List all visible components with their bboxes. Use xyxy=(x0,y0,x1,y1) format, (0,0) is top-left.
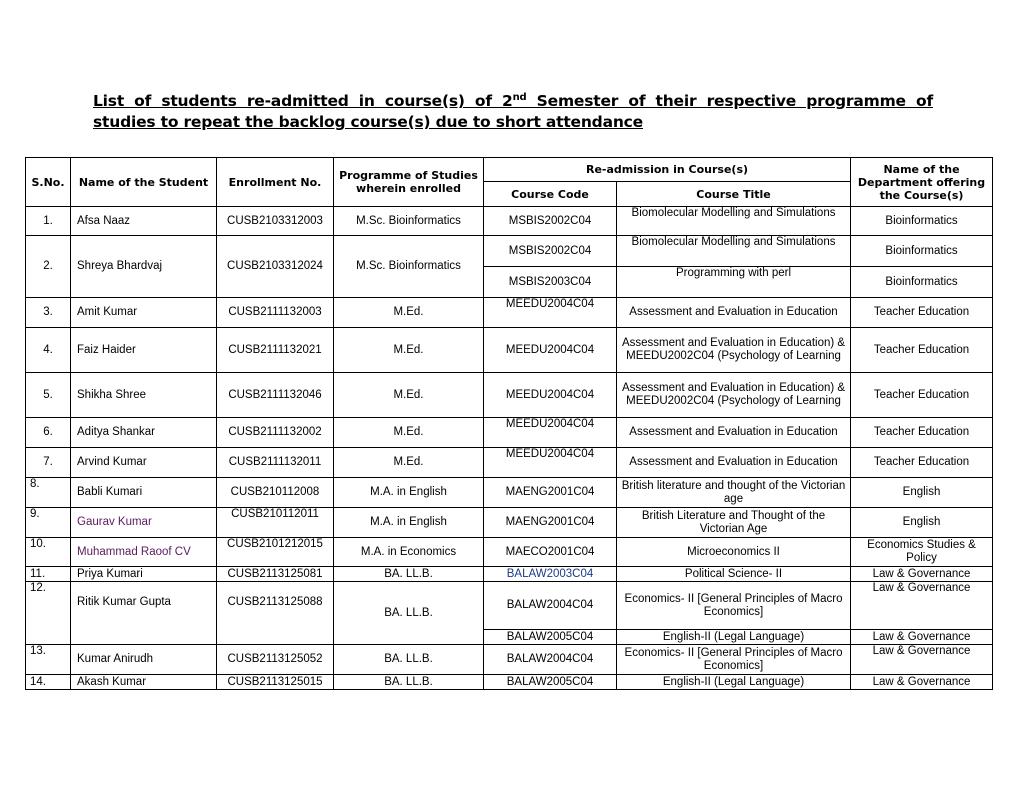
cell-enrollment: CUSB2111132021 xyxy=(217,328,334,373)
table-row xyxy=(26,418,993,448)
cell-programme: BA. LL.B. xyxy=(334,567,484,582)
cell-course-code: MEEDU2004C04 xyxy=(484,298,617,328)
cell-sno: 4. xyxy=(26,328,71,373)
cell-course-code: BALAW2004C04 xyxy=(484,582,617,630)
cell-name: Gaurav Kumar xyxy=(71,508,217,538)
cell-enrollment: CUSB210112008 xyxy=(217,478,334,508)
cell-enrollment: CUSB2113125015 xyxy=(217,675,334,690)
cell-course-title: Assessment and Evaluation in Education) & MEEDU2002C04 (Psychology of Learning xyxy=(617,328,851,373)
cell-name: Shreya Bhardvaj xyxy=(71,236,217,298)
table-row xyxy=(26,207,993,236)
cell-enrollment: CUSB2111132046 xyxy=(217,373,334,418)
title-prefix: List of students re-admitted in course(s) of 2 xyxy=(93,92,513,110)
cell-sno: 9. xyxy=(26,508,71,538)
cell-course-title: English-II (Legal Language) xyxy=(617,675,851,690)
cell-sno: 6. xyxy=(26,418,71,448)
table-row xyxy=(26,567,993,582)
cell-course-title: British Literature and Thought of the Victorian Age xyxy=(617,508,851,538)
cell-programme: BA. LL.B. xyxy=(334,582,484,645)
cell-name: Amit Kumar xyxy=(71,298,217,328)
readmission-table xyxy=(25,157,993,690)
cell-enrollment: CUSB2111132003 xyxy=(217,298,334,328)
table-row xyxy=(26,675,993,690)
header-enrollment: Enrollment No. xyxy=(217,158,334,207)
cell-name: Akash Kumar xyxy=(71,675,217,690)
cell-enrollment: CUSB2101212015 xyxy=(217,538,334,567)
header-course-title: Course Title xyxy=(617,182,851,207)
cell-programme: BA. LL.B. xyxy=(334,645,484,675)
cell-course-title: Assessment and Evaluation in Education xyxy=(617,448,851,478)
cell-sno: 13. xyxy=(26,645,71,675)
cell-enrollment: CUSB2113125052 xyxy=(217,645,334,675)
cell-department: Teacher Education xyxy=(851,328,993,373)
table-row xyxy=(26,236,993,267)
cell-course-code: MSBIS2002C04 xyxy=(484,207,617,236)
cell-programme: M.Ed. xyxy=(334,448,484,478)
cell-name: Faiz Haider xyxy=(71,328,217,373)
cell-enrollment: CUSB2103312003 xyxy=(217,207,334,236)
cell-sno: 11. xyxy=(26,567,71,582)
header-department: Name of the Department offering the Course(s) xyxy=(851,158,993,207)
cell-department: Law & Governance xyxy=(851,630,993,645)
cell-programme: M.A. in English xyxy=(334,508,484,538)
cell-department: Teacher Education xyxy=(851,418,993,448)
header-readmission: Re-admission in Course(s) xyxy=(484,158,851,182)
title-suffix: Semester of their respective programme of studies to repeat the backlog course(s) due to short attendance xyxy=(93,92,933,131)
cell-course-code: MSBIS2003C04 xyxy=(484,267,617,298)
header-course-code: Course Code xyxy=(484,182,617,207)
cell-course-code: MEEDU2004C04 xyxy=(484,418,617,448)
cell-department: Teacher Education xyxy=(851,448,993,478)
cell-programme: M.Sc. Bioinformatics xyxy=(334,236,484,298)
cell-enrollment: CUSB2103312024 xyxy=(217,236,334,298)
table-row xyxy=(26,582,993,630)
cell-department: Bioinformatics xyxy=(851,236,993,267)
cell-course-code: MEEDU2004C04 xyxy=(484,448,617,478)
cell-name: Aditya Shankar xyxy=(71,418,217,448)
cell-name: Ritik Kumar Gupta xyxy=(71,582,217,645)
cell-course-code: MEEDU2004C04 xyxy=(484,373,617,418)
cell-course-code: MEEDU2004C04 xyxy=(484,328,617,373)
table-row xyxy=(26,328,993,373)
header-sno: S.No. xyxy=(26,158,71,207)
cell-course-code: MAENG2001C04 xyxy=(484,508,617,538)
cell-name: Babli Kumari xyxy=(71,478,217,508)
cell-sno: 14. xyxy=(26,675,71,690)
cell-enrollment: CUSB2111132002 xyxy=(217,418,334,448)
title-superscript: nd xyxy=(512,92,527,103)
cell-department: Teacher Education xyxy=(851,373,993,418)
cell-sno: 10. xyxy=(26,538,71,567)
cell-programme: M.Sc. Bioinformatics xyxy=(334,207,484,236)
cell-course-title: Microeconomics II xyxy=(617,538,851,567)
table-row xyxy=(26,373,993,418)
cell-course-title: Economics- II [General Principles of Macro Economics] xyxy=(617,645,851,675)
cell-name: Arvind Kumar xyxy=(71,448,217,478)
cell-programme: M.Ed. xyxy=(334,418,484,448)
cell-name: Kumar Anirudh xyxy=(71,645,217,675)
cell-department: Bioinformatics xyxy=(851,267,993,298)
cell-enrollment: CUSB2113125088 xyxy=(217,582,334,645)
table-row xyxy=(26,478,993,508)
cell-sno: 12. xyxy=(26,582,71,645)
cell-name: Priya Kumari xyxy=(71,567,217,582)
cell-course-code: BALAW2004C04 xyxy=(484,645,617,675)
cell-course-title: Political Science- II xyxy=(617,567,851,582)
cell-sno: 3. xyxy=(26,298,71,328)
cell-sno: 5. xyxy=(26,373,71,418)
cell-department: Law & Governance xyxy=(851,567,993,582)
cell-sno: 2. xyxy=(26,236,71,298)
cell-department: English xyxy=(851,478,993,508)
cell-sno: 1. xyxy=(26,207,71,236)
cell-enrollment: CUSB2113125081 xyxy=(217,567,334,582)
cell-name: Muhammad Raoof CV xyxy=(71,538,217,567)
cell-course-code: MAENG2001C04 xyxy=(484,478,617,508)
table-row xyxy=(26,298,993,328)
cell-department: Economics Studies & Policy xyxy=(851,538,993,567)
cell-department: Bioinformatics xyxy=(851,207,993,236)
cell-course-title: Biomolecular Modelling and Simulations xyxy=(617,236,851,267)
cell-department: Law & Governance xyxy=(851,675,993,690)
table-row xyxy=(26,448,993,478)
cell-course-code: BALAW2005C04 xyxy=(484,675,617,690)
cell-programme: M.Ed. xyxy=(334,373,484,418)
cell-programme: M.A. in English xyxy=(334,478,484,508)
cell-programme: BA. LL.B. xyxy=(334,675,484,690)
table-row xyxy=(26,538,993,567)
cell-sno: 7. xyxy=(26,448,71,478)
header-name: Name of the Student xyxy=(71,158,217,207)
cell-programme: M.A. in Economics xyxy=(334,538,484,567)
cell-department: Law & Governance xyxy=(851,645,993,675)
table-row xyxy=(26,645,993,675)
cell-department: Teacher Education xyxy=(851,298,993,328)
cell-course-title: Assessment and Evaluation in Education xyxy=(617,418,851,448)
header-programme: Programme of Studies wherein enrolled xyxy=(334,158,484,207)
cell-department: Law & Governance xyxy=(851,582,993,630)
cell-name: Afsa Naaz xyxy=(71,207,217,236)
cell-course-code: BALAW2005C04 xyxy=(484,630,617,645)
cell-course-code: MAECO2001C04 xyxy=(484,538,617,567)
document-title xyxy=(93,91,933,133)
cell-course-code: MSBIS2002C04 xyxy=(484,236,617,267)
cell-programme: M.Ed. xyxy=(334,328,484,373)
cell-department: English xyxy=(851,508,993,538)
cell-enrollment: CUSB2111132011 xyxy=(217,448,334,478)
cell-name: Shikha Shree xyxy=(71,373,217,418)
cell-course-code: BALAW2003C04 xyxy=(484,567,617,582)
cell-course-title: British literature and thought of the Victorian age xyxy=(617,478,851,508)
table-row xyxy=(26,508,993,538)
cell-course-title: Programming with perl xyxy=(617,267,851,298)
cell-sno: 8. xyxy=(26,478,71,508)
cell-course-title: Economics- II [General Principles of Macro Economics] xyxy=(617,582,851,630)
cell-course-title: Assessment and Evaluation in Education) & MEEDU2002C04 (Psychology of Learning xyxy=(617,373,851,418)
cell-course-title: English-II (Legal Language) xyxy=(617,630,851,645)
cell-course-title: Assessment and Evaluation in Education xyxy=(617,298,851,328)
cell-enrollment: CUSB210112011 xyxy=(217,508,334,538)
cell-course-title: Biomolecular Modelling and Simulations xyxy=(617,207,851,236)
cell-programme: M.Ed. xyxy=(334,298,484,328)
